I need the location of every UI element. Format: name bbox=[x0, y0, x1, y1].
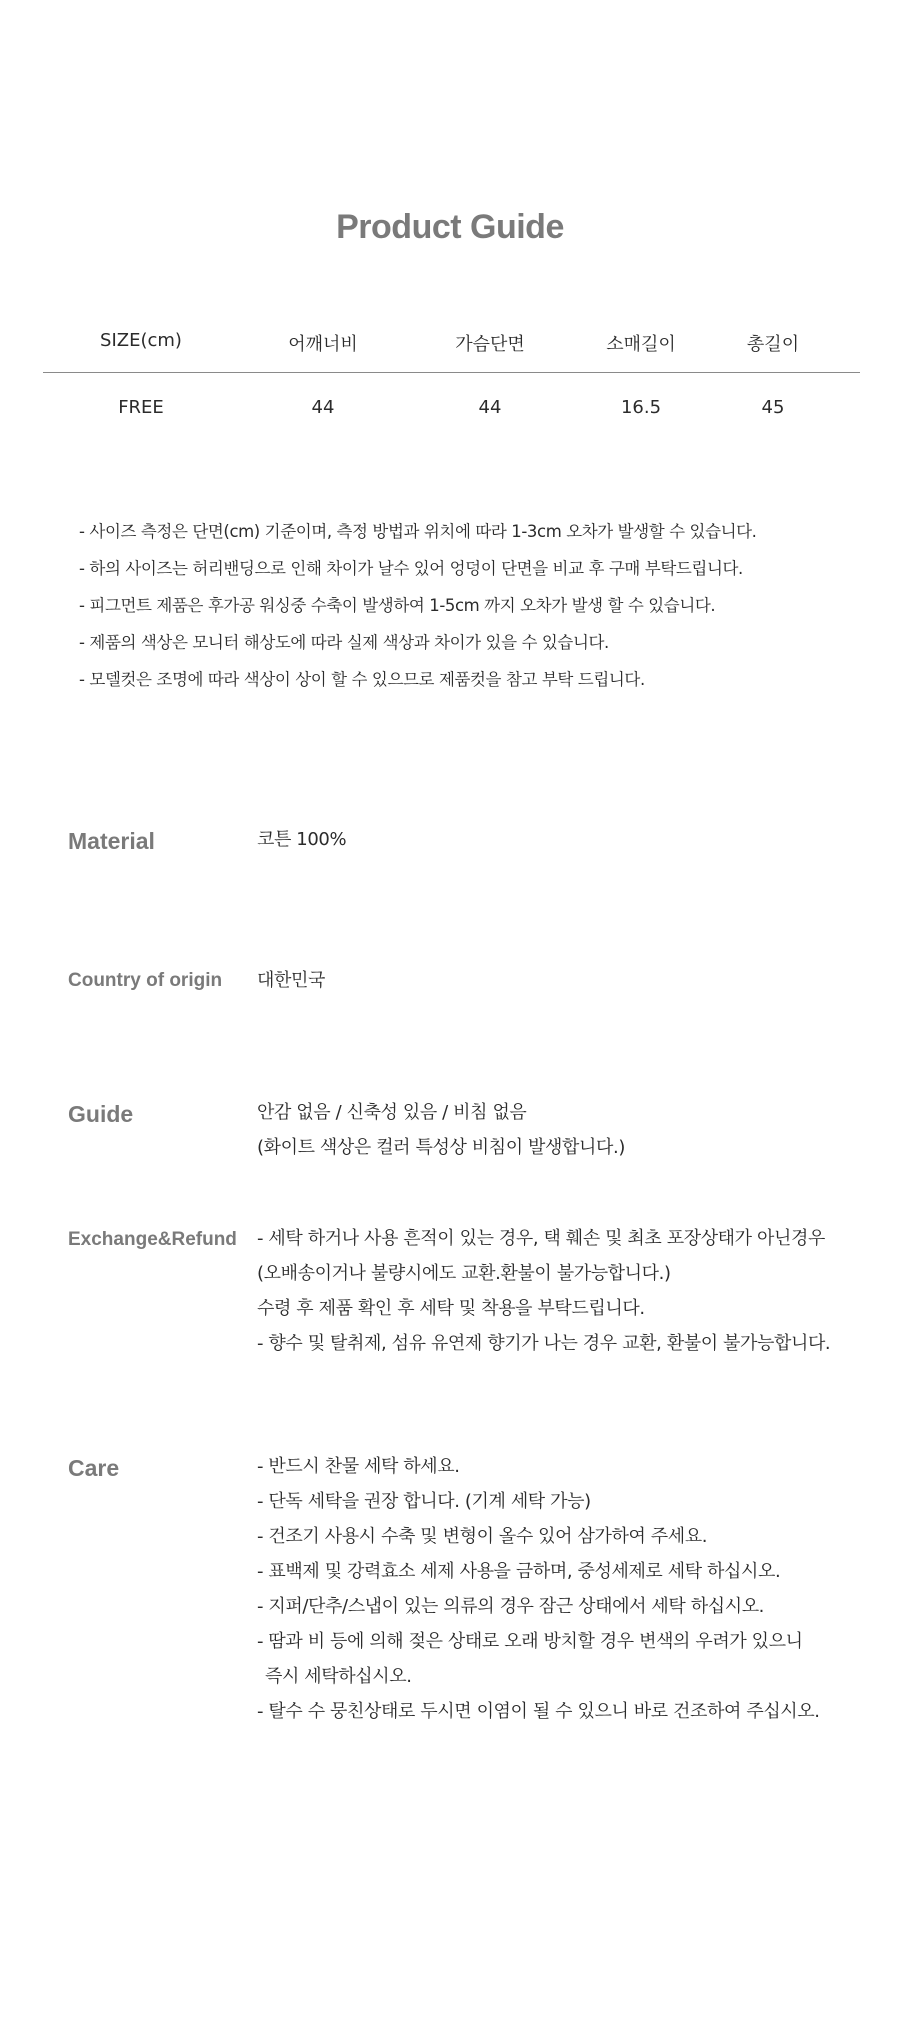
size-table-header bbox=[43, 316, 860, 373]
header-cell-sleeve: 소매길이 bbox=[606, 334, 676, 355]
origin-line: 대한민국 bbox=[257, 970, 325, 991]
material-label: Material bbox=[68, 828, 155, 854]
exchange-refund-value bbox=[257, 1221, 877, 1361]
note-item: - 피그먼트 제품은 후가공 워싱중 수축이 발생하여 1-5cm 까지 오차가 발생 할 수 있습니다. bbox=[79, 596, 716, 615]
care-line: - 탈수 수 뭉친상태로 두시면 이염이 될 수 있으니 바로 건조하여 주십시오. bbox=[257, 1701, 820, 1722]
exchange-line: (오배송이거나 불량시에도 교환.환불이 불가능합니다.) bbox=[257, 1263, 671, 1284]
exchange-refund-label: Exchange&Refund bbox=[68, 1229, 237, 1250]
size-notes bbox=[79, 513, 859, 698]
page-title: Product Guide bbox=[336, 208, 564, 246]
material-line: 코튼 100% bbox=[257, 829, 347, 850]
care-line: - 땀과 비 등에 의해 젖은 상태로 오래 방치할 경우 변색의 우려가 있으니 bbox=[257, 1631, 803, 1652]
header-cell-size: SIZE(cm) bbox=[100, 330, 182, 351]
exchange-line: 수령 후 제품 확인 후 세탁 및 착용을 부탁드립니다. bbox=[257, 1298, 645, 1319]
guide-line: (화이트 색상은 컬러 특성상 비침이 발생합니다.) bbox=[257, 1137, 625, 1158]
cell-length: 45 bbox=[761, 397, 785, 418]
care-line: 즉시 세탁하십시오. bbox=[265, 1666, 412, 1687]
guide-value bbox=[257, 1095, 877, 1165]
note-item: - 모델컷은 조명에 따라 색상이 상이 할 수 있으므로 제품컷을 참고 부탁 드립니다. bbox=[79, 670, 645, 689]
cell-shoulder: 44 bbox=[311, 397, 335, 418]
care-line: - 표백제 및 강력효소 세제 사용을 금하며, 중성세제로 세탁 하십시오. bbox=[257, 1561, 781, 1582]
origin-label: Country of origin bbox=[68, 970, 223, 991]
care-line: - 지퍼/단추/스냅이 있는 의류의 경우 잠근 상태에서 세탁 하십시오. bbox=[257, 1596, 765, 1617]
exchange-line: - 세탁 하거나 사용 흔적이 있는 경우, 택 훼손 및 최초 포장상태가 아닌경우 bbox=[257, 1228, 825, 1249]
guide-label: Guide bbox=[68, 1101, 134, 1127]
note-item: - 사이즈 측정은 단면(cm) 기준이며, 측정 방법과 위치에 따라 1-3cm 오차가 발생할 수 있습니다. bbox=[79, 522, 757, 541]
guide-line: 안감 없음 / 신축성 있음 / 비침 없음 bbox=[257, 1102, 527, 1123]
origin-value bbox=[257, 963, 877, 998]
header-cell-chest: 가슴단면 bbox=[455, 334, 525, 355]
care-line: - 건조기 사용시 수축 및 변형이 올수 있어 삼가하여 주세요. bbox=[257, 1526, 708, 1547]
header-cell-shoulder: 어깨너비 bbox=[288, 334, 358, 355]
cell-size-name: FREE bbox=[118, 397, 164, 418]
material-value bbox=[257, 822, 877, 857]
size-table bbox=[43, 316, 860, 437]
care-value bbox=[257, 1449, 877, 1729]
care-line: - 단독 세탁을 권장 합니다. (기계 세탁 가능) bbox=[257, 1491, 591, 1512]
header-cell-length: 총길이 bbox=[746, 334, 800, 355]
care-line: - 반드시 찬물 세탁 하세요. bbox=[257, 1456, 460, 1477]
note-item: - 제품의 색상은 모니터 해상도에 따라 실제 색상과 차이가 있을 수 있습니다. bbox=[79, 633, 609, 652]
care-label: Care bbox=[68, 1455, 120, 1481]
cell-chest: 44 bbox=[478, 397, 502, 418]
exchange-line: - 향수 및 탈취제, 섬유 유연제 향기가 나는 경우 교환, 환불이 불가능합니다. bbox=[257, 1333, 831, 1354]
note-item: - 하의 사이즈는 허리밴딩으로 인해 차이가 날수 있어 엉덩이 단면을 비교 후 구매 부탁드립니다. bbox=[79, 559, 743, 578]
table-row bbox=[43, 373, 860, 437]
cell-sleeve: 16.5 bbox=[620, 397, 662, 418]
